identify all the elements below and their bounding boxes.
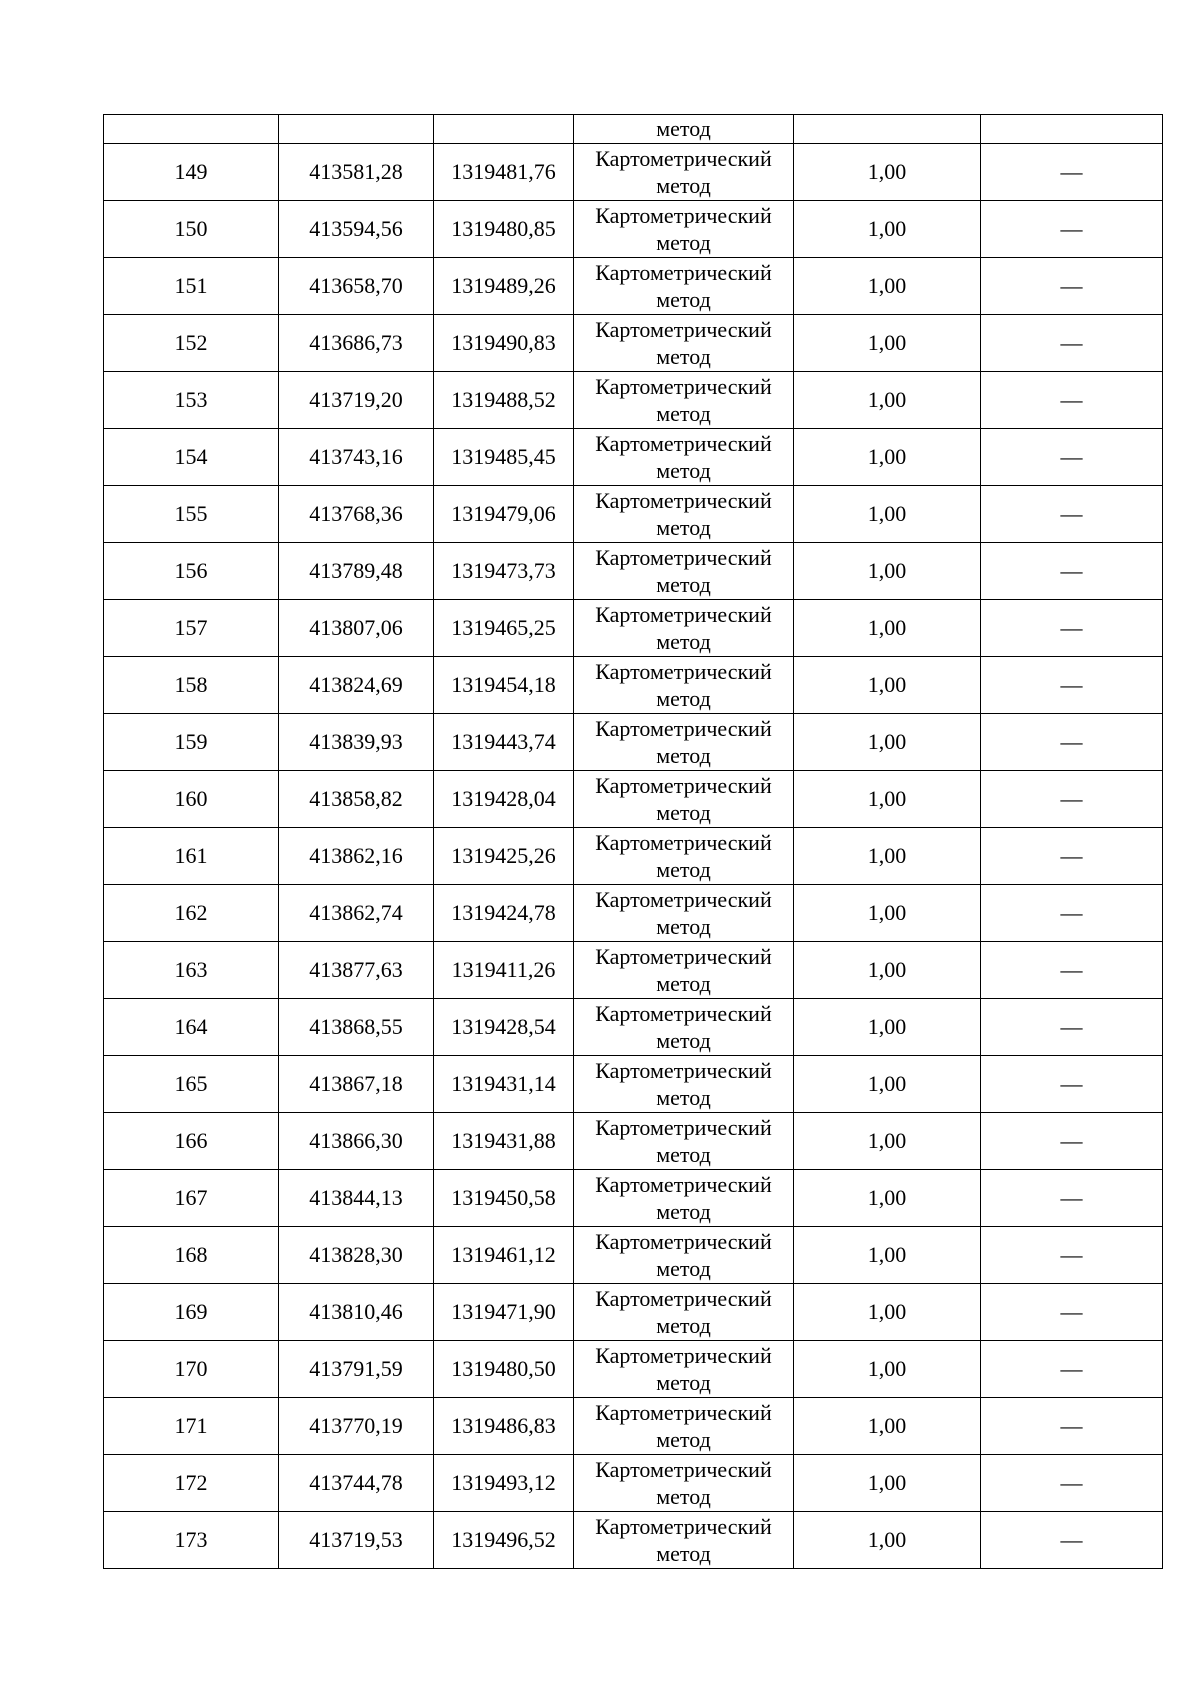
method-line2: метод: [656, 914, 711, 939]
method-line2: метод: [656, 1256, 711, 1281]
accuracy-cell: 1,00: [794, 1455, 981, 1512]
point-number-cell: 169: [104, 1284, 279, 1341]
method-cell: [574, 885, 794, 942]
description-cell: —: [981, 1455, 1163, 1512]
method-cell: [574, 144, 794, 201]
x-coordinate-cell: 413807,06: [279, 600, 434, 657]
table-row: [104, 1455, 1163, 1512]
description-cell: —: [981, 201, 1163, 258]
method-cell: [574, 657, 794, 714]
y-coordinate-cell: 1319480,85: [434, 201, 574, 258]
point-number-cell: 154: [104, 429, 279, 486]
y-coordinate-cell: 1319424,78: [434, 885, 574, 942]
method-line1: Картометрический: [595, 1115, 772, 1140]
accuracy-cell: 1,00: [794, 486, 981, 543]
y-coordinate-cell: 1319465,25: [434, 600, 574, 657]
point-number-cell: 161: [104, 828, 279, 885]
point-number-cell: 158: [104, 657, 279, 714]
accuracy-cell: 1,00: [794, 771, 981, 828]
accuracy-cell: 1,00: [794, 1284, 981, 1341]
method-line2: метод: [656, 1142, 711, 1167]
x-coordinate-cell: 413828,30: [279, 1227, 434, 1284]
y-coordinate-cell: 1319431,14: [434, 1056, 574, 1113]
description-cell: —: [981, 1341, 1163, 1398]
accuracy-cell: [794, 115, 981, 144]
accuracy-cell: 1,00: [794, 714, 981, 771]
table-row: [104, 999, 1163, 1056]
method-line2: метод: [656, 800, 711, 825]
x-coordinate-cell: 413744,78: [279, 1455, 434, 1512]
description-cell: —: [981, 486, 1163, 543]
method-line1: Картометрический: [595, 716, 772, 741]
description-cell: —: [981, 1113, 1163, 1170]
method-line1: Картометрический: [595, 1400, 772, 1425]
method-cell: [574, 543, 794, 600]
y-coordinate-cell: 1319481,76: [434, 144, 574, 201]
method-line2: метод: [656, 230, 711, 255]
table-row: [104, 828, 1163, 885]
accuracy-cell: 1,00: [794, 258, 981, 315]
table-row: [104, 144, 1163, 201]
point-number-cell: 173: [104, 1512, 279, 1569]
point-number-cell: 151: [104, 258, 279, 315]
method-line2: метод: [656, 1370, 711, 1395]
description-cell: [981, 115, 1163, 144]
method-cell: [574, 486, 794, 543]
y-coordinate-cell: 1319431,88: [434, 1113, 574, 1170]
point-number-cell: 165: [104, 1056, 279, 1113]
point-number-cell: 167: [104, 1170, 279, 1227]
method-line2: метод: [656, 1199, 711, 1224]
x-coordinate-cell: 413594,56: [279, 201, 434, 258]
method-line1: Картометрический: [595, 431, 772, 456]
method-line2: метод: [656, 458, 711, 483]
accuracy-cell: 1,00: [794, 1341, 981, 1398]
y-coordinate-cell: 1319485,45: [434, 429, 574, 486]
x-coordinate-cell: 413686,73: [279, 315, 434, 372]
table-row: [104, 1227, 1163, 1284]
accuracy-cell: 1,00: [794, 1227, 981, 1284]
description-cell: —: [981, 429, 1163, 486]
accuracy-cell: 1,00: [794, 1113, 981, 1170]
method-line1: Картометрический: [595, 830, 772, 855]
method-line1: Картометрический: [595, 1172, 772, 1197]
method-cell: [574, 1170, 794, 1227]
description-cell: —: [981, 1284, 1163, 1341]
accuracy-cell: 1,00: [794, 657, 981, 714]
method-cell: [574, 372, 794, 429]
y-coordinate-cell: 1319454,18: [434, 657, 574, 714]
accuracy-cell: 1,00: [794, 1512, 981, 1569]
description-cell: —: [981, 999, 1163, 1056]
method-line2: метод: [656, 1313, 711, 1338]
method-line1: Картометрический: [595, 374, 772, 399]
accuracy-cell: 1,00: [794, 1056, 981, 1113]
table-row: [104, 1170, 1163, 1227]
accuracy-cell: 1,00: [794, 372, 981, 429]
x-coordinate-cell: 413824,69: [279, 657, 434, 714]
method-cell: [574, 999, 794, 1056]
method-line1: Картометрический: [595, 944, 772, 969]
y-coordinate-cell: 1319490,83: [434, 315, 574, 372]
accuracy-cell: 1,00: [794, 885, 981, 942]
method-cell: [574, 1512, 794, 1569]
point-number-cell: 166: [104, 1113, 279, 1170]
method-line1: Картометрический: [595, 317, 772, 342]
table-row: [104, 942, 1163, 999]
method-line2: метод: [656, 287, 711, 312]
method-cell: [574, 315, 794, 372]
x-coordinate-cell: [279, 115, 434, 144]
table-row: [104, 600, 1163, 657]
table-row: [104, 657, 1163, 714]
x-coordinate-cell: 413791,59: [279, 1341, 434, 1398]
point-number-cell: 156: [104, 543, 279, 600]
method-cell: метод: [574, 115, 794, 144]
y-coordinate-cell: 1319480,50: [434, 1341, 574, 1398]
y-coordinate-cell: 1319488,52: [434, 372, 574, 429]
method-line1: Картометрический: [595, 260, 772, 285]
y-coordinate-cell: 1319496,52: [434, 1512, 574, 1569]
description-cell: —: [981, 258, 1163, 315]
y-coordinate-cell: 1319450,58: [434, 1170, 574, 1227]
point-number-cell: [104, 115, 279, 144]
method-line1: Картометрический: [595, 488, 772, 513]
x-coordinate-cell: 413810,46: [279, 1284, 434, 1341]
table-row: [104, 1113, 1163, 1170]
method-cell: [574, 714, 794, 771]
x-coordinate-cell: 413581,28: [279, 144, 434, 201]
accuracy-cell: 1,00: [794, 543, 981, 600]
table-row: [104, 201, 1163, 258]
point-number-cell: 171: [104, 1398, 279, 1455]
method-line1: Картометрический: [595, 602, 772, 627]
x-coordinate-cell: 413770,19: [279, 1398, 434, 1455]
x-coordinate-cell: 413868,55: [279, 999, 434, 1056]
method-line2: метод: [656, 1427, 711, 1452]
method-line1: Картометрический: [595, 659, 772, 684]
method-line2: метод: [656, 971, 711, 996]
table-row: [104, 714, 1163, 771]
table-row: [104, 486, 1163, 543]
coordinates-table: [103, 114, 1163, 1569]
y-coordinate-cell: 1319443,74: [434, 714, 574, 771]
y-coordinate-cell: 1319411,26: [434, 942, 574, 999]
point-number-cell: 168: [104, 1227, 279, 1284]
point-number-cell: 164: [104, 999, 279, 1056]
accuracy-cell: 1,00: [794, 1398, 981, 1455]
method-line2: метод: [656, 743, 711, 768]
table-row: [104, 1341, 1163, 1398]
y-coordinate-cell: 1319428,04: [434, 771, 574, 828]
method-line2: метод: [656, 1541, 711, 1566]
table-row: [104, 543, 1163, 600]
method-line2: метод: [656, 572, 711, 597]
y-coordinate-cell: 1319486,83: [434, 1398, 574, 1455]
description-cell: —: [981, 1512, 1163, 1569]
method-cell: [574, 1113, 794, 1170]
description-cell: —: [981, 771, 1163, 828]
description-cell: —: [981, 372, 1163, 429]
x-coordinate-cell: 413867,18: [279, 1056, 434, 1113]
method-line2: метод: [656, 173, 711, 198]
x-coordinate-cell: 413877,63: [279, 942, 434, 999]
description-cell: —: [981, 828, 1163, 885]
accuracy-cell: 1,00: [794, 201, 981, 258]
x-coordinate-cell: 413862,74: [279, 885, 434, 942]
x-coordinate-cell: 413858,82: [279, 771, 434, 828]
description-cell: —: [981, 714, 1163, 771]
method-cell: [574, 1227, 794, 1284]
point-number-cell: 153: [104, 372, 279, 429]
point-number-cell: 170: [104, 1341, 279, 1398]
point-number-cell: 157: [104, 600, 279, 657]
x-coordinate-cell: 413743,16: [279, 429, 434, 486]
accuracy-cell: 1,00: [794, 1170, 981, 1227]
method-line1: Картометрический: [595, 887, 772, 912]
table-row: [104, 1512, 1163, 1569]
x-coordinate-cell: 413866,30: [279, 1113, 434, 1170]
description-cell: —: [981, 885, 1163, 942]
method-line1: Картометрический: [595, 203, 772, 228]
method-line1: Картометрический: [595, 1286, 772, 1311]
x-coordinate-cell: 413844,13: [279, 1170, 434, 1227]
accuracy-cell: 1,00: [794, 999, 981, 1056]
y-coordinate-cell: 1319425,26: [434, 828, 574, 885]
point-number-cell: 159: [104, 714, 279, 771]
method-line1: Картометрический: [595, 1001, 772, 1026]
method-cell: [574, 201, 794, 258]
x-coordinate-cell: 413768,36: [279, 486, 434, 543]
description-cell: —: [981, 1170, 1163, 1227]
method-line2: метод: [656, 401, 711, 426]
y-coordinate-cell: 1319428,54: [434, 999, 574, 1056]
table-row: [104, 258, 1163, 315]
method-line2: метод: [656, 344, 711, 369]
point-number-cell: 163: [104, 942, 279, 999]
description-cell: —: [981, 144, 1163, 201]
y-coordinate-cell: 1319471,90: [434, 1284, 574, 1341]
y-coordinate-cell: 1319493,12: [434, 1455, 574, 1512]
method-line1: Картометрический: [595, 545, 772, 570]
method-line2: метод: [656, 1028, 711, 1053]
method-line2: метод: [656, 515, 711, 540]
point-number-cell: 152: [104, 315, 279, 372]
table-row: [104, 315, 1163, 372]
method-line1: Картометрический: [595, 1058, 772, 1083]
x-coordinate-cell: 413658,70: [279, 258, 434, 315]
method-cell: [574, 942, 794, 999]
x-coordinate-cell: 413789,48: [279, 543, 434, 600]
y-coordinate-cell: 1319473,73: [434, 543, 574, 600]
accuracy-cell: 1,00: [794, 429, 981, 486]
table-row: [104, 1056, 1163, 1113]
table-row: [104, 771, 1163, 828]
description-cell: —: [981, 543, 1163, 600]
method-line1: Картометрический: [595, 1229, 772, 1254]
description-cell: —: [981, 600, 1163, 657]
method-line1: Картометрический: [595, 1514, 772, 1539]
accuracy-cell: 1,00: [794, 144, 981, 201]
method-cell: [574, 1341, 794, 1398]
point-number-cell: 155: [104, 486, 279, 543]
table-body: [104, 115, 1163, 1569]
method-cell: [574, 258, 794, 315]
accuracy-cell: 1,00: [794, 942, 981, 999]
method-cell: [574, 828, 794, 885]
continuation-row: [104, 115, 1163, 144]
description-cell: —: [981, 315, 1163, 372]
method-line2: метод: [656, 857, 711, 882]
table-row: [104, 885, 1163, 942]
table-row: [104, 1398, 1163, 1455]
x-coordinate-cell: 413719,20: [279, 372, 434, 429]
method-line1: Картометрический: [595, 773, 772, 798]
accuracy-cell: 1,00: [794, 600, 981, 657]
method-cell: [574, 1056, 794, 1113]
y-coordinate-cell: 1319479,06: [434, 486, 574, 543]
x-coordinate-cell: 413839,93: [279, 714, 434, 771]
method-cell: [574, 1284, 794, 1341]
accuracy-cell: 1,00: [794, 828, 981, 885]
x-coordinate-cell: 413862,16: [279, 828, 434, 885]
point-number-cell: 162: [104, 885, 279, 942]
method-line1: Картометрический: [595, 1343, 772, 1368]
method-line2: метод: [656, 686, 711, 711]
point-number-cell: 149: [104, 144, 279, 201]
table-row: [104, 372, 1163, 429]
method-line1: Картометрический: [595, 146, 772, 171]
y-coordinate-cell: [434, 115, 574, 144]
description-cell: —: [981, 657, 1163, 714]
method-line2: метод: [656, 1484, 711, 1509]
method-cell: [574, 771, 794, 828]
table-row: [104, 1284, 1163, 1341]
method-cell: [574, 600, 794, 657]
description-cell: —: [981, 1398, 1163, 1455]
description-cell: —: [981, 942, 1163, 999]
method-line1: Картометрический: [595, 1457, 772, 1482]
accuracy-cell: 1,00: [794, 315, 981, 372]
table-row: [104, 429, 1163, 486]
method-line2: метод: [656, 1085, 711, 1110]
point-number-cell: 172: [104, 1455, 279, 1512]
method-cell: [574, 1455, 794, 1512]
point-number-cell: 150: [104, 201, 279, 258]
method-cell: [574, 1398, 794, 1455]
point-number-cell: 160: [104, 771, 279, 828]
y-coordinate-cell: 1319461,12: [434, 1227, 574, 1284]
y-coordinate-cell: 1319489,26: [434, 258, 574, 315]
x-coordinate-cell: 413719,53: [279, 1512, 434, 1569]
description-cell: —: [981, 1227, 1163, 1284]
description-cell: —: [981, 1056, 1163, 1113]
method-line2: метод: [656, 629, 711, 654]
method-cell: [574, 429, 794, 486]
